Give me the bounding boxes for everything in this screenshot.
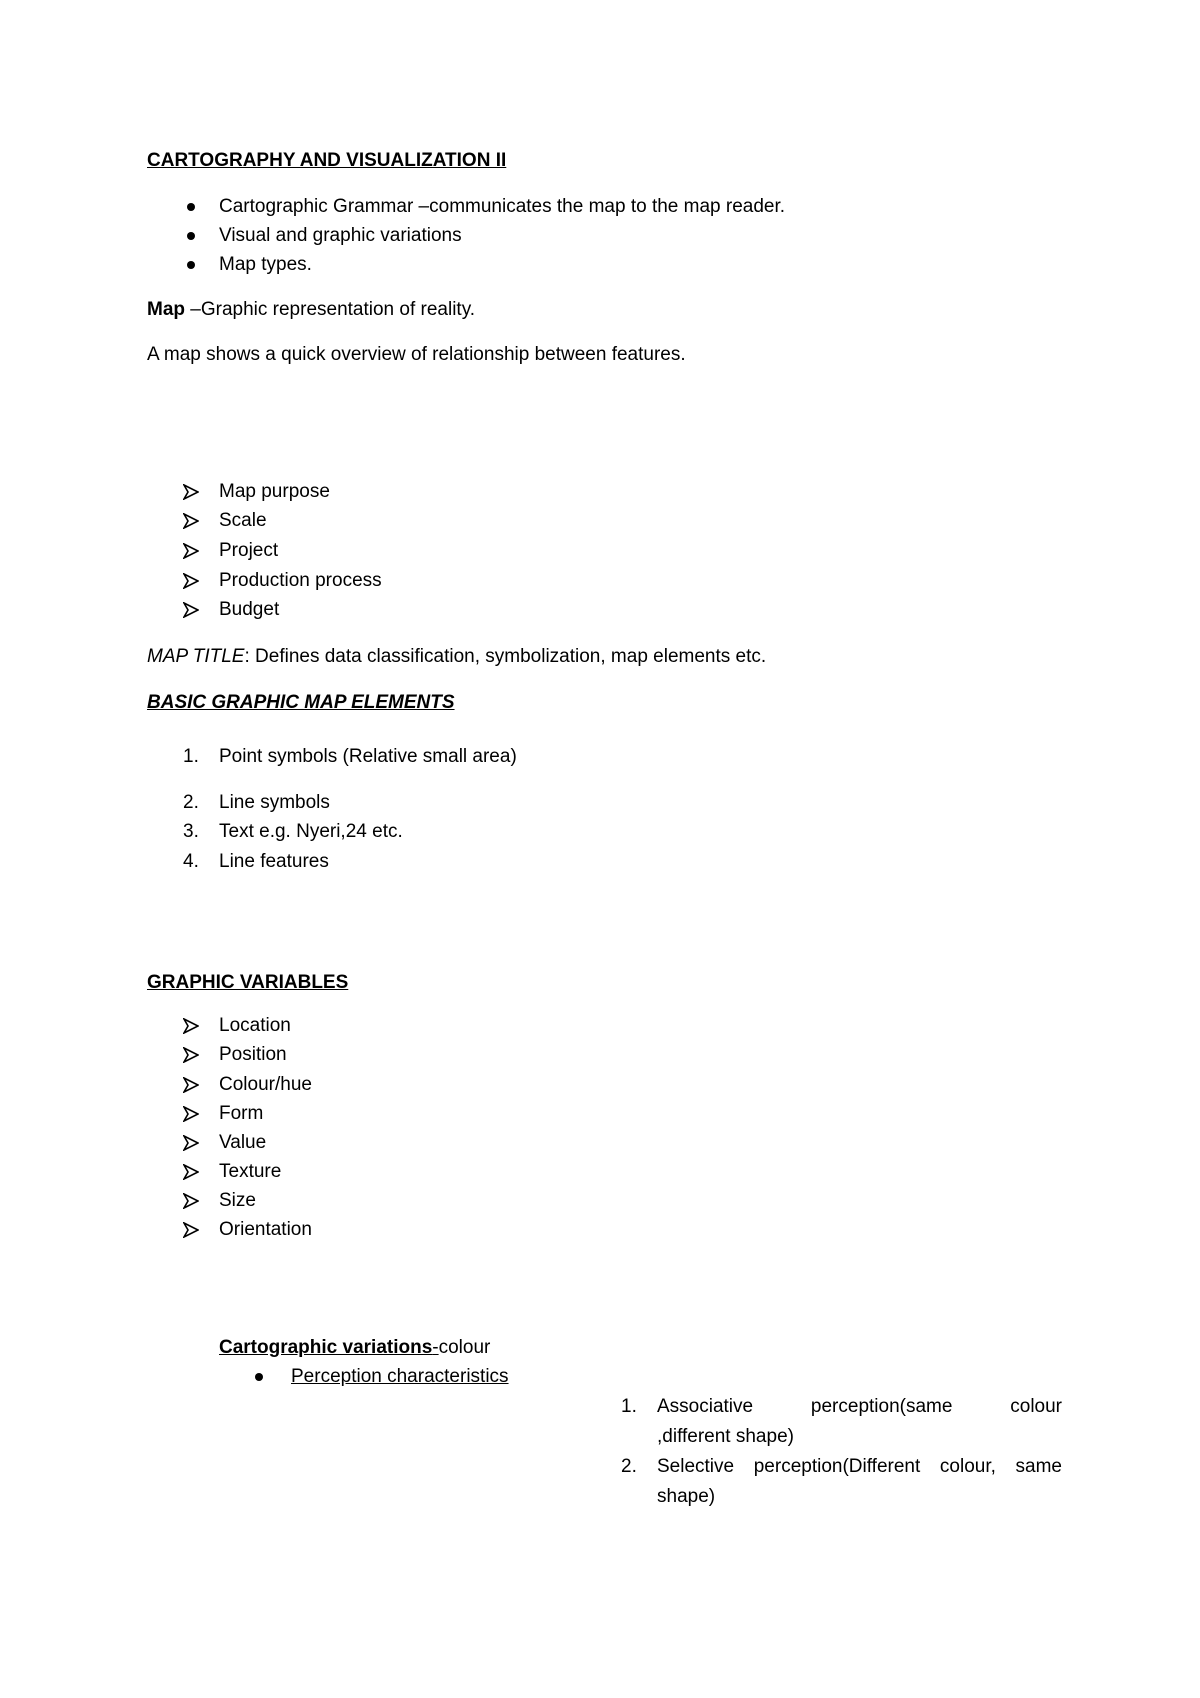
list-number: 2. <box>621 1456 637 1477</box>
list-item: Size <box>219 1190 256 1211</box>
list-item: Position <box>219 1044 287 1065</box>
list-number: 2. <box>183 792 199 813</box>
list-item: Colour/hue <box>219 1074 312 1095</box>
map-title-text: : Defines data classification, symbolization, map elements etc. <box>244 646 767 667</box>
list-number: 1. <box>621 1396 637 1417</box>
overview-paragraph: A map shows a quick overview of relationship between features. <box>147 344 686 365</box>
arrow-bullet-icon <box>183 1135 199 1151</box>
section-heading-graphic-variables: GRAPHIC VARIABLES <box>147 972 349 993</box>
list-item: Map types. <box>219 254 312 275</box>
list-item: Texture <box>219 1161 282 1182</box>
arrow-bullet-icon <box>183 602 199 618</box>
list-item: Budget <box>219 599 280 620</box>
list-item: Line symbols <box>219 792 330 813</box>
arrow-bullet-icon <box>183 1222 199 1238</box>
list-item-line: shape) <box>657 1486 716 1507</box>
arrow-bullet-icon <box>183 1018 199 1034</box>
cartographic-variations-subject: colour <box>438 1337 491 1358</box>
section-heading-basic-elements: BASIC GRAPHIC MAP ELEMENTS <box>147 692 455 713</box>
map-title-term: MAP TITLE <box>147 646 245 667</box>
arrow-bullet-icon <box>183 1164 199 1180</box>
cartographic-variations-heading <box>219 1336 490 1360</box>
list-item: Production process <box>219 570 382 591</box>
list-item: Text e.g. Nyeri,24 etc. <box>219 821 403 842</box>
list-item: Project <box>219 540 279 561</box>
bullet-icon <box>255 1373 263 1381</box>
list-item: Location <box>219 1015 291 1036</box>
cartographic-variations-term: Cartographic variations <box>219 1337 433 1358</box>
list-item: Form <box>219 1103 264 1124</box>
bullet-icon <box>187 232 195 240</box>
arrow-bullet-icon <box>183 573 199 589</box>
map-title-paragraph <box>147 645 766 669</box>
list-item: Line features <box>219 851 329 872</box>
list-item: Point symbols (Relative small area) <box>219 746 517 767</box>
arrow-bullet-icon <box>183 513 199 529</box>
list-item-line: Selective perception(Different colour, same <box>657 1456 1062 1477</box>
document-title: CARTOGRAPHY AND VISUALIZATION II <box>147 150 507 171</box>
perception-heading: Perception characteristics <box>291 1366 509 1387</box>
list-number: 1. <box>183 746 199 767</box>
map-definition-text: –Graphic representation of reality. <box>185 299 476 320</box>
arrow-bullet-icon <box>183 1047 199 1063</box>
list-item <box>657 1392 1062 1452</box>
arrow-bullet-icon <box>183 1193 199 1209</box>
list-item-line: Associative perception(same colour <box>657 1396 1062 1417</box>
heading-dash: - <box>432 1337 439 1358</box>
arrow-bullet-icon <box>183 1077 199 1093</box>
bullet-icon <box>187 261 195 269</box>
bullet-icon <box>187 203 195 211</box>
arrow-bullet-icon <box>183 1106 199 1122</box>
list-item-line: ,different shape) <box>657 1426 794 1447</box>
arrow-bullet-icon <box>183 543 199 559</box>
list-item: Visual and graphic variations <box>219 225 462 246</box>
list-item <box>657 1452 1062 1512</box>
map-term: Map <box>147 299 185 320</box>
list-item: Map purpose <box>219 481 330 502</box>
list-number: 4. <box>183 851 199 872</box>
list-item: Cartographic Grammar –communicates the map to the map reader. <box>219 196 786 217</box>
list-item: Value <box>219 1132 267 1153</box>
list-number: 3. <box>183 821 199 842</box>
list-item: Scale <box>219 510 267 531</box>
map-definition <box>147 298 475 322</box>
list-item: Orientation <box>219 1219 312 1240</box>
arrow-bullet-icon <box>183 484 199 500</box>
